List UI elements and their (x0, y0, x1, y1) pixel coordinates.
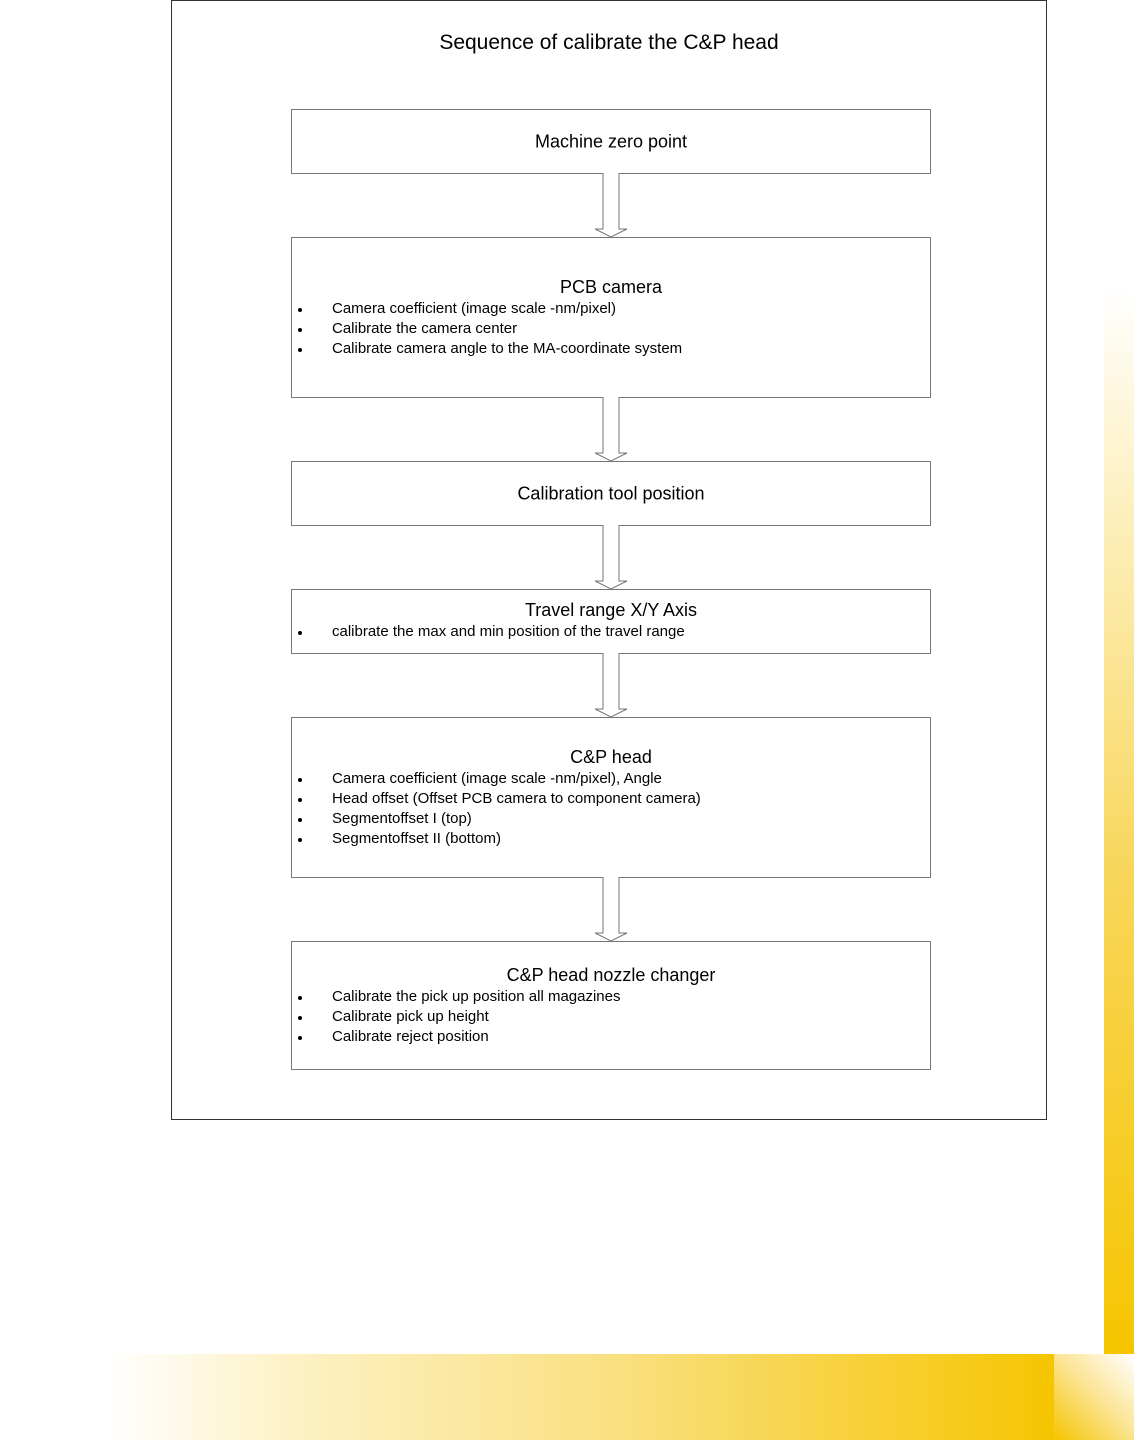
bullet-icon (298, 798, 302, 802)
step-item-list (292, 987, 930, 1047)
step-box-cp-head (291, 717, 931, 878)
step-item-list (292, 299, 930, 359)
bullet-icon (298, 1016, 302, 1020)
bullet-icon (298, 818, 302, 822)
decorative-yellow-corner (1054, 1354, 1134, 1440)
down-arrow-icon (594, 397, 628, 461)
bullet-icon (298, 996, 302, 1000)
step-title: Travel range X/Y Axis (524, 600, 698, 620)
step-title: C&P head nozzle changer (506, 965, 716, 985)
bullet-icon (298, 838, 302, 842)
down-arrow-icon (594, 653, 628, 717)
step-title: Calibration tool position (517, 483, 705, 503)
list-item: Calibrate reject position (292, 1027, 930, 1047)
list-item: Segmentoffset I (top) (292, 809, 930, 829)
step-box-travel-range (291, 589, 931, 654)
decorative-yellow-band-bottom (105, 1354, 1054, 1440)
step-item-list (292, 769, 930, 849)
bullet-icon (298, 1036, 302, 1040)
step-box-machine-zero-point (291, 109, 931, 174)
bullet-icon (298, 348, 302, 352)
step-title: PCB camera (559, 277, 663, 297)
list-item: Head offset (Offset PCB camera to component camera) (292, 789, 930, 809)
down-arrow-icon (594, 173, 628, 237)
step-title: C&P head (570, 747, 652, 767)
bullet-icon (298, 308, 302, 312)
step-box-cp-head-nozzle-changer (291, 941, 931, 1070)
list-item: Camera coefficient (image scale -nm/pixel), Angle (292, 769, 930, 789)
step-title: Machine zero point (534, 131, 688, 151)
list-item: Calibrate camera angle to the MA-coordinate system (292, 339, 930, 359)
list-item: Calibrate pick up height (292, 1007, 930, 1027)
down-arrow-icon (594, 877, 628, 941)
list-item: calibrate the max and min position of the travel range (292, 622, 930, 642)
list-item: Camera coefficient (image scale -nm/pixel) (292, 299, 930, 319)
bullet-icon (298, 631, 302, 635)
step-box-calibration-tool-position (291, 461, 931, 526)
diagram-frame (171, 0, 1047, 1120)
list-item: Calibrate the pick up position all magazines (292, 987, 930, 1007)
step-item-list (292, 622, 930, 642)
down-arrow-icon (594, 525, 628, 589)
list-item: Segmentoffset II (bottom) (292, 829, 930, 849)
diagram-title: Sequence of calibrate the C&P head (439, 31, 779, 54)
step-box-pcb-camera (291, 237, 931, 398)
bullet-icon (298, 778, 302, 782)
list-item: Calibrate the camera center (292, 319, 930, 339)
decorative-yellow-band-right (1104, 288, 1134, 1354)
bullet-icon (298, 328, 302, 332)
